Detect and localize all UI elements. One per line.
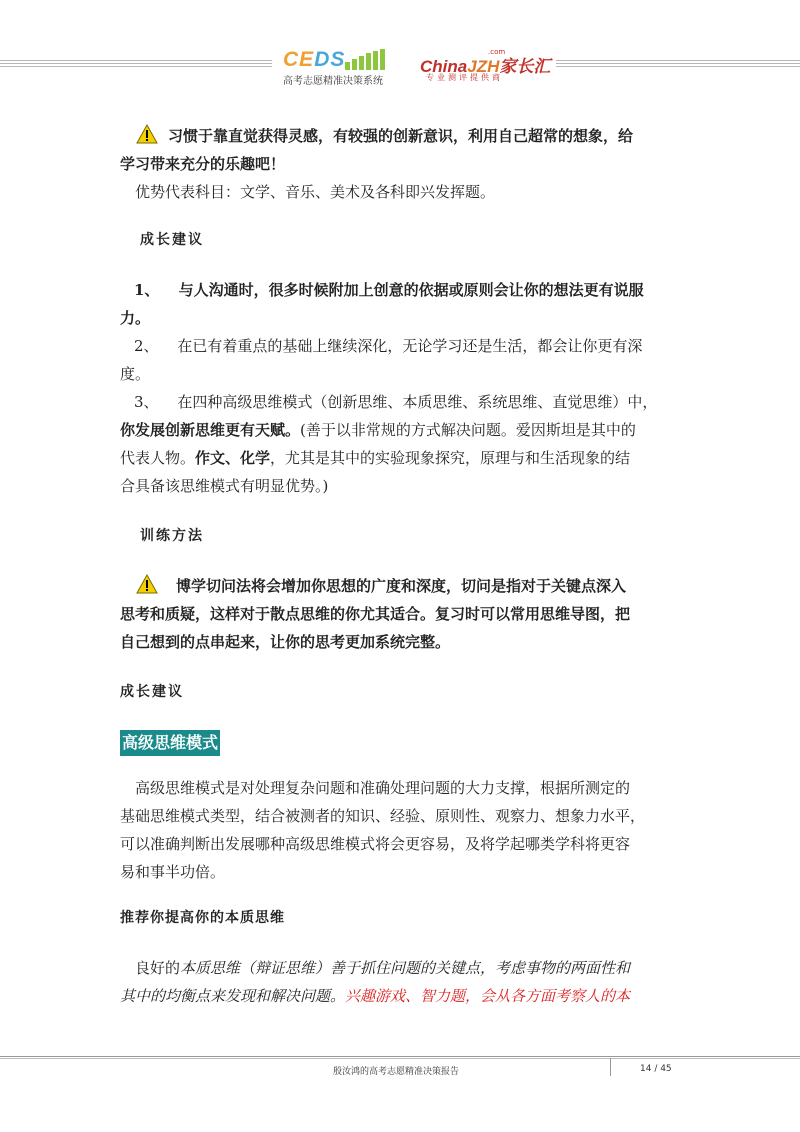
advice-item-3-line-3: 代表人物。作文、化学，尤其是其中的实验现象探究，原理与和生活现象的结	[120, 449, 631, 467]
advice-number: 1、	[134, 281, 160, 299]
section-heading-recommend: 推荐你提高你的本质思维	[120, 910, 285, 926]
tip-line-2: 学习带来充分的乐趣吧！	[120, 155, 286, 173]
ceds-logo-subtitle: 高考志愿精准决策系统	[283, 76, 383, 87]
training-line-2: 思考和质疑，这样对于散点思维的你尤其适合。复习时可以常用思维导图，把	[120, 605, 631, 623]
advanced-line-3: 可以准确判断出发展哪种高级思维模式将会更容易，及将学起哪类学科将更容	[120, 835, 631, 853]
section-heading-growth: 成长建议	[140, 232, 204, 248]
strength-subjects: 优势代表科目：文学、音乐、美术及各科即兴发挥题。	[135, 183, 496, 201]
header-rule-left	[0, 60, 272, 68]
advice-item-3	[134, 388, 680, 416]
ceds-logo	[283, 48, 391, 86]
advice-number: 2、	[134, 337, 159, 355]
footer-report-title: 殷汝鸿的高考志愿精准决策报告	[332, 1067, 459, 1077]
section-heading-training: 训练方法	[140, 528, 204, 544]
advice-number: 3、	[134, 393, 159, 411]
warning-icon	[136, 574, 158, 594]
advice-item-2-cont: 度。	[120, 365, 151, 383]
advanced-line-4: 易和事半功倍。	[120, 863, 226, 881]
essence-line-2: 其中的均衡点来发现和解决问题。兴趣游戏、智力题，会从各方面考察人的本	[120, 987, 631, 1005]
china-jzh-logo	[420, 48, 550, 88]
section-heading-growth-2: 成长建议	[120, 684, 184, 700]
teal-heading-wrap	[120, 730, 680, 756]
ceds-logo-text: CEDS	[283, 48, 346, 71]
advanced-line-2: 基础思维模式类型，结合被测者的知识、经验、原则性、观察力、想象力水平，	[120, 807, 646, 825]
footer-rule	[0, 1056, 800, 1057]
advanced-line-1: 高级思维模式是对处理复杂问题和准确处理问题的大力支撑，根据所测定的	[135, 779, 631, 797]
china-logo-text: ChinaJZH家长汇	[420, 57, 551, 76]
china-logo-com: .com	[488, 48, 506, 56]
warning-icon	[136, 124, 158, 144]
advice-text: 在已有着重点的基础上继续深化，无论学习还是生活，都会让你更有深	[177, 337, 643, 355]
footer-divider	[610, 1058, 611, 1076]
intuition-tip	[136, 122, 680, 150]
ceds-bars-icon	[345, 48, 391, 70]
essence-line-1: 良好的本质思维（辩证思维）善于抓住问题的关键点，考虑事物的两面性和	[135, 959, 631, 977]
advice-text: 在四种高级思维模式（创新思维、本质思维、系统思维、直觉思维）中，	[177, 393, 658, 411]
advice-item-1-cont: 力。	[120, 309, 151, 327]
advice-item-2	[134, 332, 680, 360]
header-rule-right	[556, 60, 800, 68]
footer-rule-2	[0, 1058, 800, 1059]
advice-item-3-line-2: 你发展创新思维更有天赋。(善于以非常规的方式解决问题。爱因斯坦是其中的	[120, 421, 636, 439]
page-number: 14 / 45	[640, 1064, 672, 1074]
training-tip	[136, 572, 680, 600]
page-content	[120, 122, 680, 1010]
tip-line-1: 习惯于靠直觉获得灵感，有较强的创新意识，利用自己超常的想象，给	[168, 127, 634, 145]
advice-item-3-line-4: 合具备该思维模式有明显优势。)	[120, 477, 329, 495]
advice-item-1	[134, 276, 680, 304]
training-line-1: 博学切问法将会增加你思想的广度和深度，切问是指对于关键点深入	[176, 577, 627, 595]
section-badge-advanced-thinking: 高级思维模式	[120, 730, 220, 756]
china-logo-subtitle: 专业测评提供商	[426, 73, 503, 82]
advice-text: 与人沟通时，很多时候附加上创意的依据或原则会让你的想法更有说服	[178, 281, 644, 299]
training-line-3: 自己想到的点串起来，让你的思考更加系统完整。	[120, 633, 451, 651]
